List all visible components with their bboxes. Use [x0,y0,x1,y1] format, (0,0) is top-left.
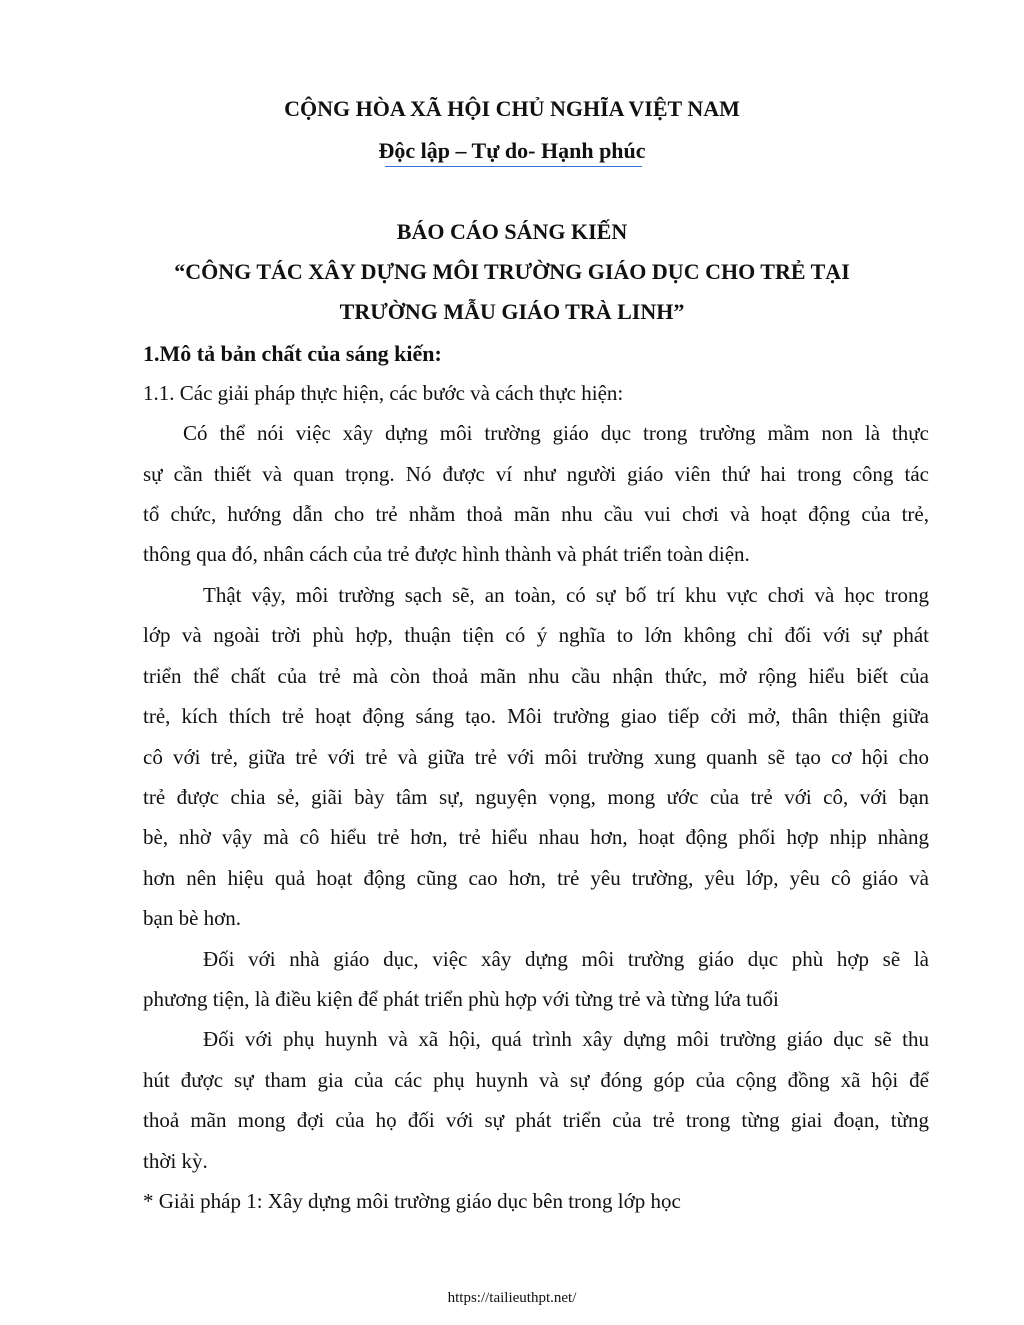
section-subheading: 1.1. Các giải pháp thực hiện, các bước và cách thực hiện: [143,381,624,405]
report-heading: BÁO CÁO SÁNG KIẾN [396,219,628,244]
paragraph-2-line: hơn nên hiệu quả hoạt động cũng cao hơn, trẻ yêu trường, yêu lớp, yêu cô giáo và [143,866,929,890]
paragraph-2-line: bạn bè hơn. [143,906,241,930]
paragraph-3-line: Đối với nhà giáo dục, việc xây dựng môi trường giáo dục phù hợp sẽ là [203,947,929,971]
paragraph-1-line: tổ chức, hướng dẫn cho trẻ nhằm thoả mãn nhu cầu vui chơi và hoạt động của trẻ, [143,502,929,526]
paragraph-1-line: thông qua đó, nhân cách của trẻ được hình thành và phát triển toàn diện. [143,542,750,566]
national-motto: Độc lập – Tự do- Hạnh phúc [378,138,646,163]
paragraph-2-line: triển thể chất của trẻ mà còn thoả mãn nhu cầu nhận thức, mở rộng hiểu biết của [143,664,929,688]
paragraph-4-line: hút được sự tham gia của các phụ huynh và sự đóng góp của cộng đồng xã hội để [143,1068,929,1092]
paragraph-2-line: bè, nhờ vậy mà cô hiểu trẻ hơn, trẻ hiểu nhau hơn, hoạt động phối hợp nhịp nhàng [143,825,929,849]
paragraph-2-line: lớp và ngoài trời phù hợp, thuận tiện có ý nghĩa to lớn không chỉ đối với sự phát [143,623,929,647]
report-title-line-1: “CÔNG TÁC XÂY DỰNG MÔI TRƯỜNG GIÁO DỤC CHO TRẺ TẠI [174,259,850,284]
report-title-line-2: TRƯỜNG MẪU GIÁO TRÀ LINH” [339,299,685,324]
paragraph-4-line: thời kỳ. [143,1149,208,1173]
solution-1-heading: * Giải pháp 1: Xây dựng môi trường giáo dục bên trong lớp học [143,1189,681,1213]
paragraph-4-line: thoả mãn mong đợi của họ đối với sự phát triển của trẻ trong từng giai đoạn, từng [143,1108,929,1132]
paragraph-2-line: trẻ, kích thích trẻ hoạt động sáng tạo. Môi trường giao tiếp cởi mở, thân thiện giữa [143,704,929,728]
section-heading: 1.Mô tả bản chất của sáng kiến: [143,341,442,366]
paragraph-1-line: Có thể nói việc xây dựng môi trường giáo dục trong trường mầm non là thực [183,421,929,445]
footer-url: https://tailieuthpt.net/ [447,1290,577,1306]
national-title: CỘNG HÒA XÃ HỘI CHỦ NGHĨA VIỆT NAM [284,96,740,121]
paragraph-1-line: sự cần thiết và quan trọng. Nó được ví như người giáo viên thứ hai trong công tác [143,462,929,486]
paragraph-2-line: Thật vậy, môi trường sạch sẽ, an toàn, có sự bố trí khu vực chơi và học trong [203,583,929,607]
motto-underline [385,166,642,167]
paragraph-3-line: phương tiện, là điều kiện để phát triển phù hợp với từng trẻ và từng lứa tuổi [143,987,779,1011]
paragraph-4-line: Đối với phụ huynh và xã hội, quá trình xây dựng môi trường giáo dục sẽ thu [203,1027,929,1051]
paragraph-2-line: trẻ được chia sẻ, giãi bày tâm sự, nguyện vọng, mong ước của trẻ với cô, với bạn [143,785,929,809]
paragraph-2-line: cô với trẻ, giữa trẻ với trẻ và giữa trẻ với môi trường xung quanh sẽ tạo cơ hội cho [143,745,929,769]
